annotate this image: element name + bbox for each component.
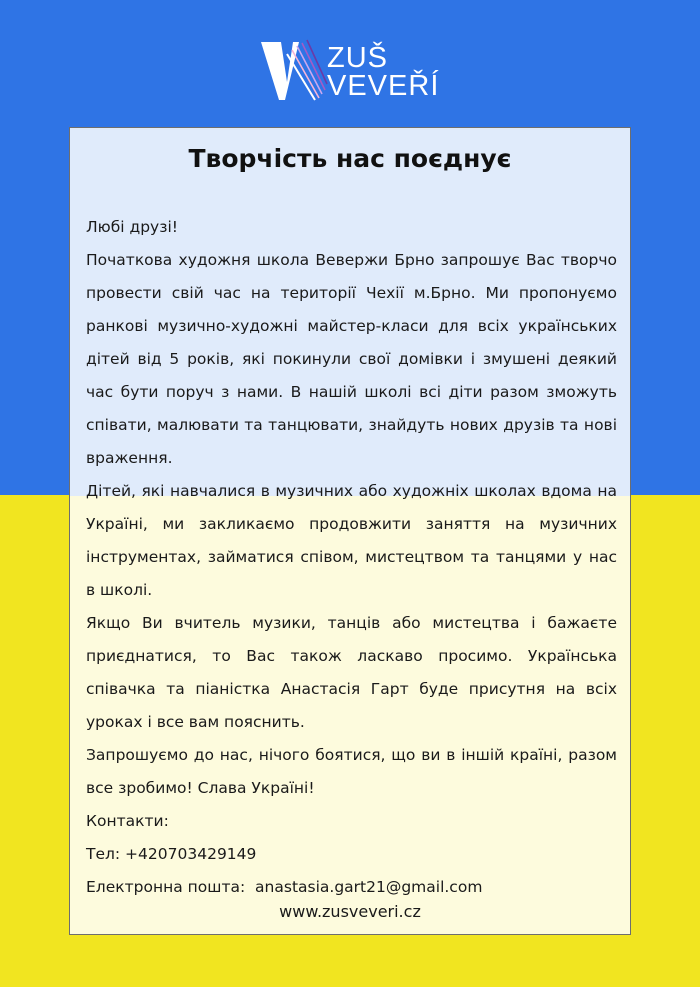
logo-v-mark-icon <box>259 34 329 106</box>
paragraph-intro: Початкова художня школа Вевержи Брно запрошує Вас творчо провести свій час на території Чехії м.Брно. Ми пропонуємо ранкові музично-художні майстер-класи для всіх українських дітей від 5 років, які покинули свої домівки і змушені деякий час бути поруч з нами. В нашій школі всі діти разом зможуть співати, малювати та танцювати, знайдуть нових друзів та нові враження. <box>86 251 617 467</box>
paragraph-closing: Запрошуємо до нас, нічого боятися, що ви в іншій країні, разом все зробимо! Слава Україні! <box>86 746 617 797</box>
contact-phone: Тел: +420703429149 <box>86 845 257 863</box>
contacts-heading: Контакти: <box>86 812 169 830</box>
page-title: Творчість нас поєднує <box>188 144 512 173</box>
logo-wordmark <box>327 44 439 100</box>
invitation-card <box>69 127 631 935</box>
paragraph-teachers: Якщо Ви вчитель музики, танців або мистецтва і бажаєте приєднатися, то Вас також ласкаво просимо. Українська співачка та піаністка Анастасія Гарт буде присутня на всіх уроках і все вам пояснить. <box>86 614 617 731</box>
contact-email: Електронна пошта: anastasia.gart21@gmail.com <box>86 878 483 896</box>
greeting: Любі друзі! <box>86 218 178 236</box>
website-link[interactable]: www.zusveveri.cz <box>279 902 421 921</box>
paragraph-students: Дітей, які навчалися в музичних або художніх школах вдома на Україні, ми закликаємо продовжити заняття на музичних інструментах, займатися співом, мистецтвом та танцями у нас в школі. <box>86 482 617 599</box>
school-logo <box>259 34 449 106</box>
logo-line-2: VEVEŘÍ <box>327 70 440 102</box>
invitation-body <box>86 211 617 904</box>
logo-line-1: ZUŠ <box>327 42 388 74</box>
